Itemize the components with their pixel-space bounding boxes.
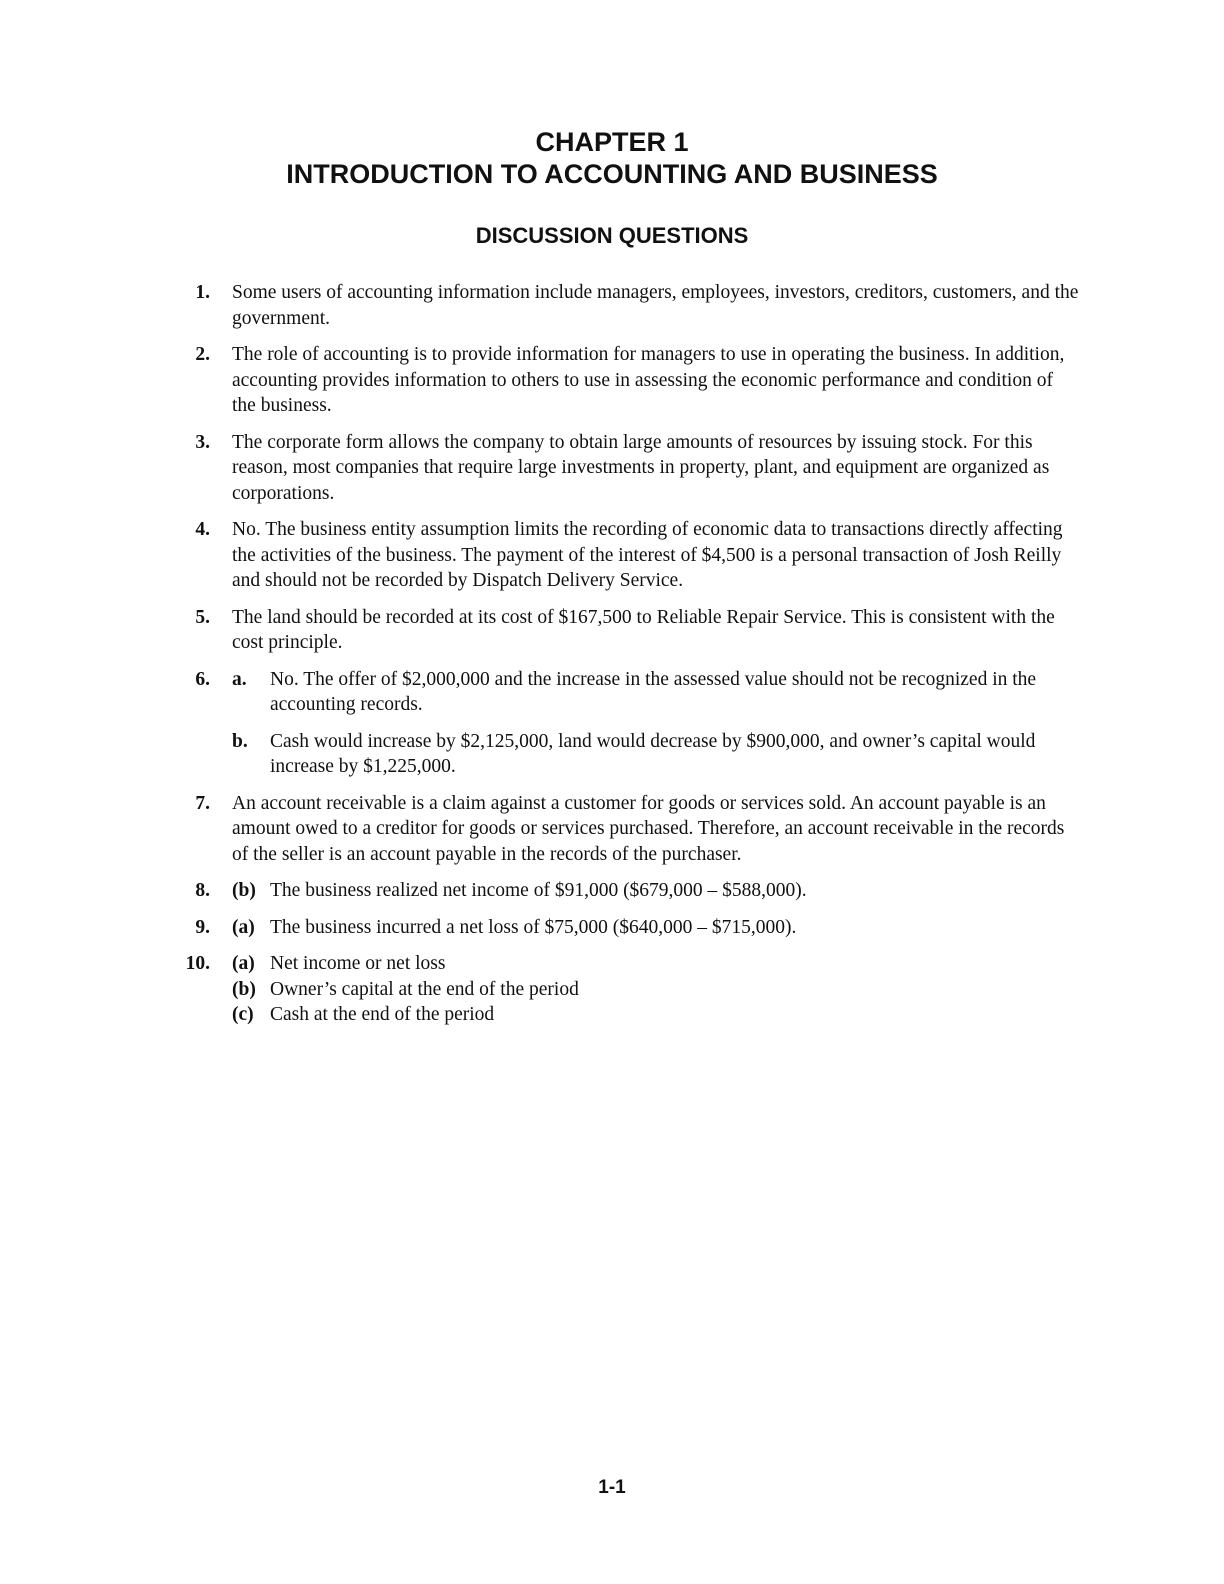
question-7 [180, 791, 1080, 868]
sub-answer-b [232, 729, 1080, 780]
question-number: 9. [195, 916, 210, 938]
question-9 [180, 915, 1080, 941]
question-4 [180, 517, 1080, 594]
sub-answer-text: The business realized net income of $91,000 ($679,000 – $588,000). [270, 880, 807, 901]
discussion-questions [180, 280, 1080, 1039]
sub-answer-b [232, 977, 1080, 1003]
chapter-number: CHAPTER 1 [535, 127, 689, 157]
question-2 [180, 342, 1080, 419]
question-8 [180, 878, 1080, 904]
sub-label: (a) [232, 916, 255, 938]
answer-text: No. The business entity assumption limits the recording of economic data to transactions directly affecting the activities of the business. The payment of the interest of $4,500 is a personal transaction of Josh Reilly and should not be recorded by Dispatch Delivery Service. [232, 519, 1063, 591]
question-1 [180, 280, 1080, 331]
question-number: 2. [195, 344, 210, 365]
sub-answer-text: The business incurred a net loss of $75,000 ($640,000 – $715,000). [270, 916, 797, 938]
sub-label: (c) [232, 1004, 254, 1025]
answer-text: An account receivable is a claim against a customer for goods or services sold. An account payable is an amount owed to a creditor for goods or services purchased. Therefore, an account receivable in the records of the seller is an account payable in the records of the purchaser. [232, 792, 1065, 865]
question-number: 5. [195, 606, 210, 628]
sub-answer-a [232, 667, 1080, 718]
question-number: 4. [195, 519, 210, 540]
question-number: 8. [195, 880, 210, 901]
sub-answer-b [232, 878, 1080, 904]
sub-answer-a [232, 951, 1080, 977]
question-3 [180, 430, 1080, 507]
sub-label: (b) [232, 978, 256, 1000]
sub-answer-text: Owner’s capital at the end of the period [270, 978, 579, 1000]
question-number: 10. [185, 953, 210, 974]
sub-answer-text: No. The offer of $2,000,000 and the increase in the assessed value should not be recognized in the accounting records. [270, 668, 1037, 715]
question-6 [180, 667, 1080, 780]
sub-label: (a) [232, 953, 255, 974]
question-10 [180, 951, 1080, 1028]
chapter-heading [0, 126, 1224, 190]
page-number: 1-1 [598, 1477, 626, 1498]
sub-label: a. [232, 668, 247, 690]
question-number: 7. [195, 792, 210, 814]
sub-answer-text: Cash at the end of the period [270, 1004, 495, 1025]
question-number: 6. [195, 668, 210, 690]
sub-answer-text: Cash would increase by $2,125,000, land would decrease by $900,000, and owner’s capital would increase by $1,225,000. [270, 730, 1036, 777]
chapter-title: INTRODUCTION TO ACCOUNTING AND BUSINESS [286, 159, 938, 189]
question-number: 1. [195, 282, 210, 303]
question-number: 3. [195, 431, 210, 453]
question-5 [180, 605, 1080, 656]
section-title: DISCUSSION QUESTIONS [475, 223, 749, 248]
sub-label: (b) [232, 880, 256, 901]
answer-text: Some users of accounting information include managers, employees, investors, creditors, customers, and the government. [232, 282, 1079, 329]
answer-text: The role of accounting is to provide information for managers to use in operating the business. In addition, accounting provides information to others to use in assessing the economic performance and condition of the business. [232, 344, 1065, 416]
sub-label: b. [232, 730, 248, 752]
sub-answer-a [232, 915, 1080, 941]
sub-answer-text: Net income or net loss [270, 953, 446, 974]
answer-text: The land should be recorded at its cost of $167,500 to Reliable Repair Service. This is consistent with the cost principle. [232, 606, 1055, 653]
sub-answer-c [232, 1002, 1080, 1028]
answer-text: The corporate form allows the company to obtain large amounts of resources by issuing stock. For this reason, most companies that require large investments in property, plant, and equipment are organized as corporations. [232, 431, 1050, 504]
